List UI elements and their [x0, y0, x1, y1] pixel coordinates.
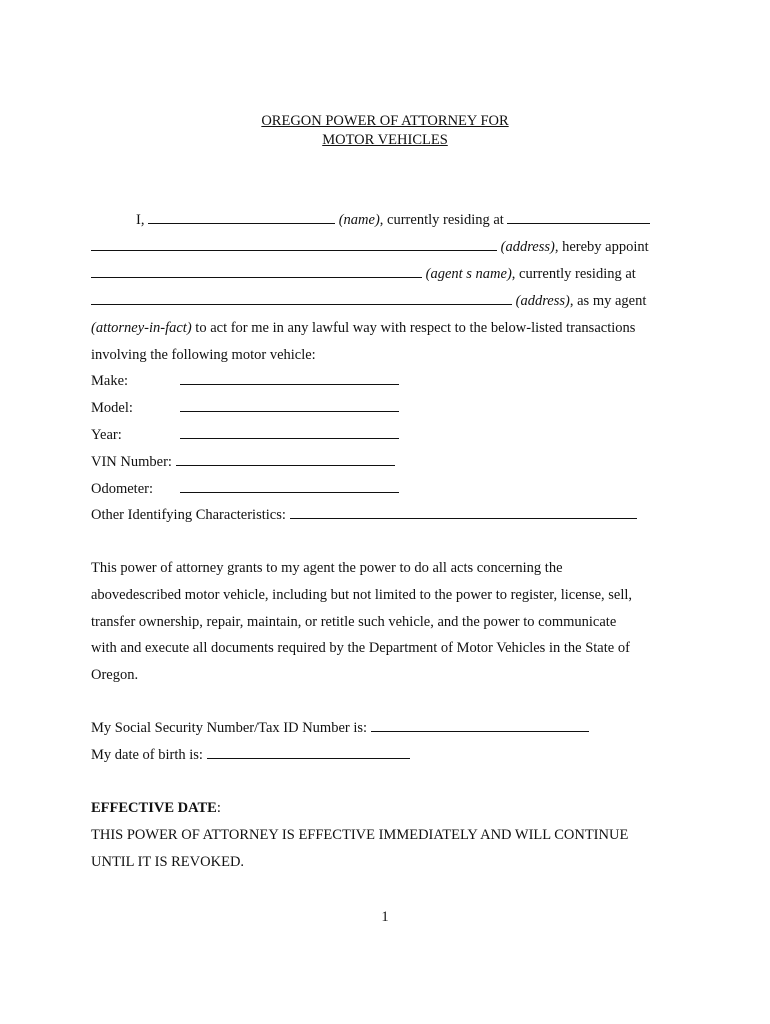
make-blank[interactable] — [180, 372, 399, 385]
effective-date-heading: EFFECTIVE DATE: — [91, 800, 221, 816]
intro-line-5: (attorney-in-fact) to act for me in any lawful way with respect to the below-listed transactions — [91, 320, 636, 336]
document-title-line2: MOTOR VEHICLES — [322, 132, 448, 148]
agent-name-blank[interactable] — [91, 265, 422, 278]
intro-line-2: (address), hereby appoint — [91, 238, 649, 256]
effective-line-1: THIS POWER OF ATTORNEY IS EFFECTIVE IMMEDIATELY AND WILL CONTINUE — [91, 827, 629, 843]
dob-blank[interactable] — [207, 746, 410, 759]
ssn-row: My Social Security Number/Tax ID Number is: — [91, 719, 589, 737]
grant-line-4: with and execute all documents required by the Department of Motor Vehicles in the State of — [91, 640, 630, 656]
other-characteristics-row: Other Identifying Characteristics: — [91, 506, 637, 524]
vin-blank[interactable] — [176, 453, 395, 466]
document-title-line1: OREGON POWER OF ATTORNEY FOR — [261, 113, 509, 129]
effective-line-2: UNTIL IT IS REVOKED. — [91, 854, 245, 870]
other-characteristics-blank[interactable] — [290, 506, 637, 519]
grant-line-2: abovedescribed motor vehicle, including but not limited to the power to register, license, sell, — [91, 587, 633, 603]
intro-line-4: (address), as my agent — [91, 292, 646, 310]
ssn-blank[interactable] — [371, 719, 589, 732]
model-blank[interactable] — [180, 399, 399, 412]
address-blank-1-start[interactable] — [507, 211, 650, 224]
address-blank-1[interactable] — [91, 238, 497, 251]
intro-line-3: (agent s name), currently residing at — [91, 265, 636, 283]
model-row: Model: — [91, 399, 399, 417]
odometer-row: Odometer: — [91, 480, 399, 498]
year-row: Year: — [91, 426, 399, 444]
year-blank[interactable] — [180, 426, 399, 439]
address-blank-2[interactable] — [91, 292, 512, 305]
grant-line-5: Oregon. — [91, 667, 139, 683]
name-blank[interactable] — [148, 211, 335, 224]
make-row: Make: — [91, 372, 399, 390]
page-number: 1 — [381, 909, 389, 925]
grant-line-3: transfer ownership, repair, maintain, or retitle such vehicle, and the power to communicate — [91, 614, 617, 630]
intro-line-1: I, (name), currently residing at — [136, 211, 650, 229]
intro-line-6: involving the following motor vehicle: — [91, 347, 316, 363]
vin-row: VIN Number: — [91, 453, 395, 471]
odometer-blank[interactable] — [180, 480, 399, 493]
dob-row: My date of birth is: — [91, 746, 410, 764]
grant-line-1: This power of attorney grants to my agent the power to do all acts concerning the — [91, 560, 563, 576]
